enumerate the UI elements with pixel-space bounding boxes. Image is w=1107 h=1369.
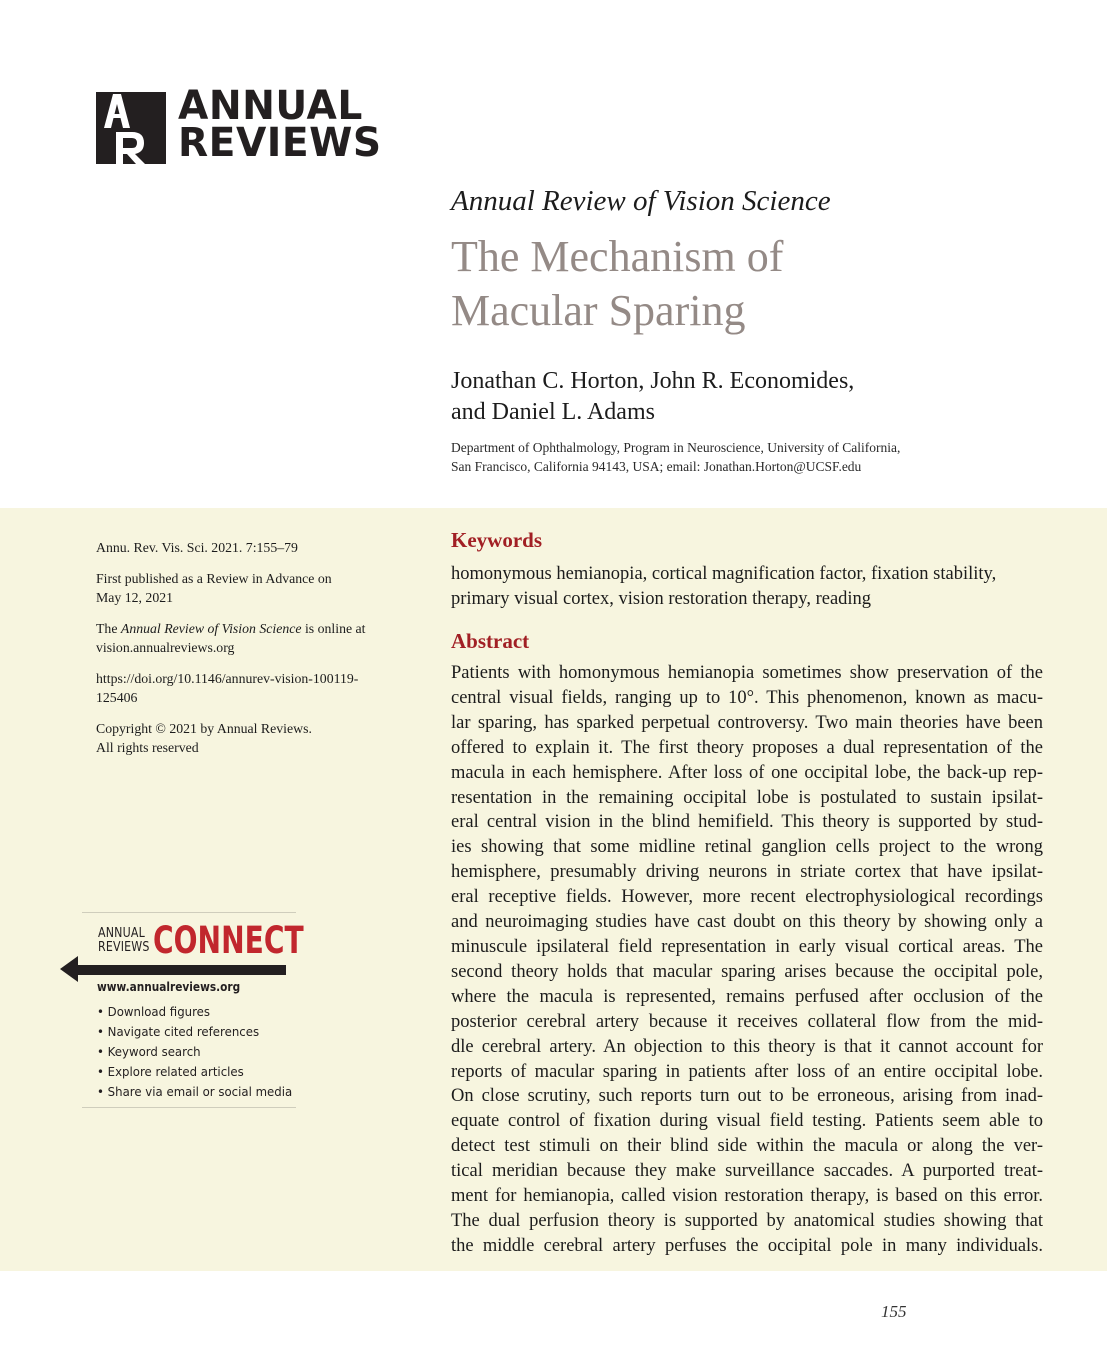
- connect-small-line: REVIEWS: [98, 940, 150, 955]
- connect-small-label: [98, 926, 150, 955]
- citation-text: Annu. Rev. Vis. Sci. 2021. 7:155–79: [96, 540, 298, 555]
- online-line: [96, 619, 406, 639]
- abstract-line: minuscule ipsilateral field representation in early visual cortical areas. The: [451, 936, 1043, 957]
- connect-feature-list: [97, 1002, 305, 1102]
- keywords-text: [451, 562, 1043, 611]
- abstract-line: where the macula is represented, remains perfused after occlusion of the: [451, 986, 1043, 1007]
- abstract-line: The dual perfusion theory is supported by anatomical studies showing that: [451, 1210, 1043, 1231]
- keywords-heading: Keywords: [451, 528, 542, 552]
- connect-url[interactable]: www.annualreviews.org: [97, 980, 241, 994]
- keywords-line: homonymous hemianopia, cortical magnification factor, fixation stability,: [451, 564, 997, 584]
- journal-name: Annual Review of Vision Science: [451, 185, 831, 217]
- title-line: The Mechanism of: [451, 232, 784, 281]
- article-info-sidebar: [96, 527, 406, 769]
- online-journal: Annual Review of Vision Science: [120, 620, 302, 636]
- abstract-text: [451, 661, 1043, 1259]
- ar-logo-icon: [96, 92, 166, 164]
- abstract-line: dle cerebral artery. An objection to this theory is that it cannot account for: [451, 1036, 1043, 1057]
- abstract-line: second theory holds that macular sparing arises because the occipital pole,: [451, 961, 1043, 982]
- abstract-line: posterior cerebral artery because it receives collateral flow from the mid-: [451, 1011, 1043, 1032]
- logo-wordmark: [178, 83, 382, 166]
- online-post: is online at: [301, 620, 366, 636]
- abstract-line: lar sparing, has sparked perpetual controversy. Two main theories have been: [451, 712, 1043, 733]
- copyright-line: Copyright © 2021 by Annual Reviews.: [96, 720, 312, 736]
- abstract-line: On close scrutiny, such reports turn out to be erroneous, arising from inad-: [451, 1086, 1043, 1107]
- connect-feature: • Navigate cited references: [97, 1024, 260, 1039]
- authors-line: and Daniel L. Adams: [451, 399, 655, 425]
- abstract-line: hemisphere, presumably driving neurons in striate cortex that have ipsilat-: [451, 862, 1043, 883]
- page-number: 155: [881, 1302, 907, 1321]
- online-pre: The: [96, 620, 121, 636]
- keywords-line: primary visual cortex, vision restoration therapy, reading: [451, 588, 872, 609]
- connect-feature: • Keyword search: [97, 1044, 201, 1059]
- connect-feature: • Download figures: [97, 1004, 211, 1019]
- abstract-line: ment for hemianopia, called vision restoration therapy, is based on this error.: [451, 1186, 1043, 1207]
- published-line: First published as a Review in Advance on: [96, 570, 332, 586]
- annual-reviews-connect-box: [82, 912, 304, 1108]
- abstract-line: macula in each hemisphere. After loss of one occipital lobe, the back-up rep-: [451, 762, 1043, 783]
- abstract-heading: Abstract: [451, 629, 530, 653]
- abstract-line: detect test stimuli on their blind side within the macula or along the ver-: [451, 1136, 1043, 1157]
- online-url[interactable]: vision.annualreviews.org: [96, 640, 235, 655]
- authors: [451, 366, 1051, 428]
- abstract-line: the middle cerebral artery perfuses the occipital pole in many individuals.: [451, 1235, 1043, 1256]
- abstract-line: equate control of fixation during visual field testing. Patients seem able to: [451, 1111, 1043, 1132]
- doi-line[interactable]: https://doi.org/10.1146/annurev-vision-100119-: [96, 670, 359, 686]
- abstract-line: reports of macular sparing in patients after loss of an entire occipital lobe.: [451, 1061, 1043, 1082]
- connect-small-line: ANNUAL: [98, 926, 145, 941]
- copyright-line: All rights reserved: [96, 740, 199, 755]
- connect-feature: • Explore related articles: [97, 1064, 244, 1079]
- abstract-line: eral receptive fields. However, more recent electrophysiological recordings: [451, 887, 1043, 908]
- abstract-line: offered to explain it. The first theory proposes a dual representation of the: [451, 737, 1043, 758]
- title-line: Macular Sparing: [451, 286, 746, 335]
- affiliation: [451, 438, 1071, 476]
- main-column: [451, 526, 1043, 1259]
- divider: [82, 1107, 296, 1108]
- doi-line[interactable]: 125406: [96, 690, 138, 705]
- abstract-line: Patients with homonymous hemianopia sometimes show preservation of the: [451, 663, 1043, 683]
- logo-line-1: ANNUAL: [178, 83, 363, 129]
- abstract-line: ies showing that some midline retinal ganglion cells project to the wrong: [451, 837, 1043, 858]
- abstract-line: eral central vision in the blind hemifield. This theory is supported by stud-: [451, 812, 1043, 833]
- abstract-line: resentation in the remaining occipital lobe is postulated to sustain ipsilat-: [451, 787, 1043, 808]
- logo-line-2: REVIEWS: [178, 120, 382, 166]
- abstract-line: and neuroimaging studies have cast doubt on this theory by showing only a: [451, 912, 1043, 933]
- affiliation-line: Department of Ophthalmology, Program in Neuroscience, University of California,: [451, 440, 901, 455]
- abstract-line: tical meridian because they make surveillance saccades. A purported treat-: [451, 1161, 1043, 1182]
- connect-feature: • Share via email or social media: [97, 1084, 293, 1099]
- abstract-line: central visual fields, ranging up to 10°. This phenomenon, known as macu-: [451, 687, 1043, 708]
- connect-title: CONNECT: [153, 919, 304, 962]
- article-title: [451, 230, 1051, 338]
- authors-line: Jonathan C. Horton, John R. Economides,: [451, 368, 855, 394]
- affiliation-line: San Francisco, California 94143, USA; email: Jonathan.Horton@UCSF.edu: [451, 459, 862, 474]
- published-line: May 12, 2021: [96, 590, 174, 605]
- divider: [82, 912, 296, 913]
